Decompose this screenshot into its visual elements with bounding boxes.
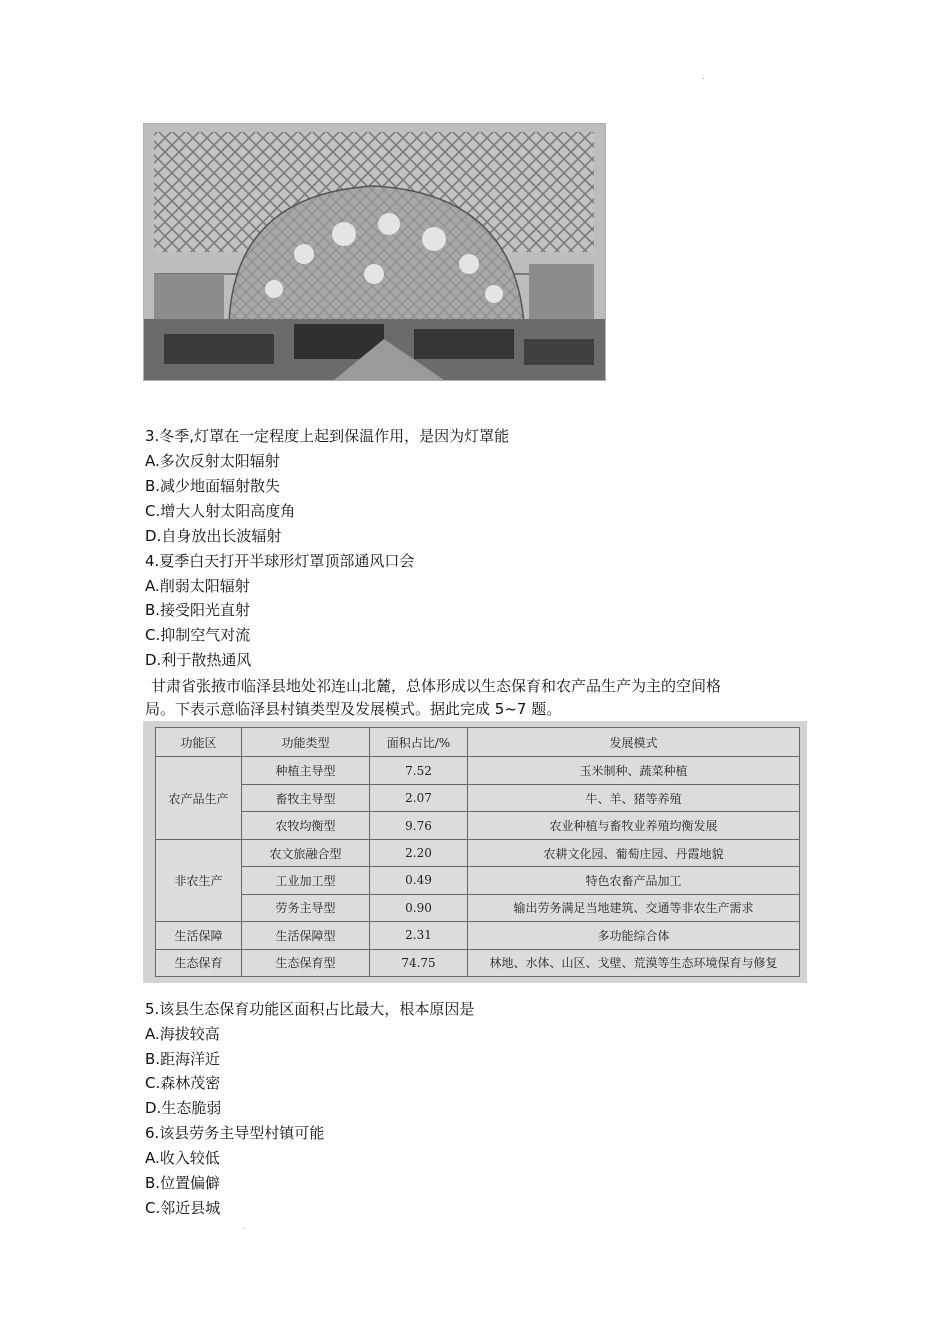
zone-cell: 农产品生产	[156, 757, 242, 839]
header-area-pct: 面积占比/%	[370, 728, 468, 757]
pct-cell: 2.20	[370, 839, 468, 866]
q5-option-d: D.生态脆弱	[145, 1099, 222, 1117]
q4-option-a: A.削弱太阳辐射	[145, 577, 250, 595]
type-cell: 农牧均衡型	[242, 812, 370, 839]
table-row	[156, 894, 800, 921]
type-cell: 劳务主导型	[242, 894, 370, 921]
village-type-table	[155, 727, 800, 977]
mode-cell: 农业种植与畜牧业养殖均衡发展	[468, 812, 800, 839]
table-row	[156, 867, 800, 894]
q3-option-a: A.多次反射太阳辐射	[145, 452, 280, 470]
type-cell: 工业加工型	[242, 867, 370, 894]
page-mark-top: .	[702, 72, 705, 81]
mode-cell: 玉米制种、蔬菜种植	[468, 757, 800, 784]
q6-option-a: A.收入较低	[145, 1149, 220, 1167]
mode-cell: 林地、水体、山区、戈壁、荒漠等生态环境保育与修复	[468, 949, 800, 976]
q6-stem: 6.该县劳务主导型村镇可能	[145, 1124, 325, 1142]
intro-line-2: 局。下表示意临泽县村镇类型及发展模式。据此完成 5~7 题。	[145, 700, 562, 718]
q5-option-b: B.距海洋近	[145, 1050, 221, 1068]
pct-cell: 0.90	[370, 894, 468, 921]
header-dev-mode: 发展模式	[468, 728, 800, 757]
type-cell: 农文旅融合型	[242, 839, 370, 866]
pct-cell: 2.07	[370, 784, 468, 811]
q6-option-b: B.位置偏僻	[145, 1174, 221, 1192]
mode-cell: 农耕文化园、葡萄庄园、丹霞地貌	[468, 839, 800, 866]
pct-cell: 2.31	[370, 922, 468, 949]
intro-line-1: 甘肃省张掖市临泽县地处祁连山北麓，总体形成以生态保育和农产品生产为主的空间格	[151, 677, 722, 695]
greenhouse-dome-photo	[143, 123, 606, 381]
table-row	[156, 757, 800, 784]
q3-option-c: C.增大人射太阳高度角	[145, 502, 296, 520]
zone-cell: 生态保育	[156, 949, 242, 976]
table-header-row	[156, 728, 800, 757]
pct-cell: 0.49	[370, 867, 468, 894]
q5-option-c: C.森林茂密	[145, 1074, 221, 1092]
q5-stem: 5.该县生态保育功能区面积占比最大，根本原因是	[145, 1000, 475, 1018]
q3-option-b: B.减少地面辐射散失	[145, 477, 281, 495]
village-type-table-photo	[143, 721, 807, 983]
q6-option-c: C.邻近县城	[145, 1199, 221, 1217]
type-cell: 畜牧主导型	[242, 784, 370, 811]
q4-option-d: D.利于散热通风	[145, 651, 252, 669]
pct-cell: 9.76	[370, 812, 468, 839]
q5-option-a: A.海拔较高	[145, 1025, 220, 1043]
pct-cell: 74.75	[370, 949, 468, 976]
q3-option-d: D.自身放出长波辐射	[145, 527, 282, 545]
page-mark-bottom: .	[243, 1222, 246, 1231]
q4-option-b: B.接受阳光直射	[145, 601, 251, 619]
table-row	[156, 812, 800, 839]
type-cell: 种植主导型	[242, 757, 370, 784]
table-row	[156, 839, 800, 866]
header-type: 功能类型	[242, 728, 370, 757]
mode-cell: 特色农畜产品加工	[468, 867, 800, 894]
zone-cell: 生活保障	[156, 922, 242, 949]
mode-cell: 输出劳务满足当地建筑、交通等非农生产需求	[468, 894, 800, 921]
pct-cell: 7.52	[370, 757, 468, 784]
mode-cell: 多功能综合体	[468, 922, 800, 949]
table-row	[156, 949, 800, 976]
header-zone: 功能区	[156, 728, 242, 757]
table-row	[156, 922, 800, 949]
q4-option-c: C.抑制空气对流	[145, 626, 251, 644]
q3-stem: 3.冬季,灯罩在一定程度上起到保温作用，是因为灯罩能	[145, 427, 510, 445]
type-cell: 生态保育型	[242, 949, 370, 976]
table-row	[156, 784, 800, 811]
mode-cell: 牛、羊、猪等养殖	[468, 784, 800, 811]
type-cell: 生活保障型	[242, 922, 370, 949]
zone-cell: 非农生产	[156, 839, 242, 921]
q4-stem: 4.夏季白天打开半球形灯罩顶部通风口会	[145, 552, 415, 570]
